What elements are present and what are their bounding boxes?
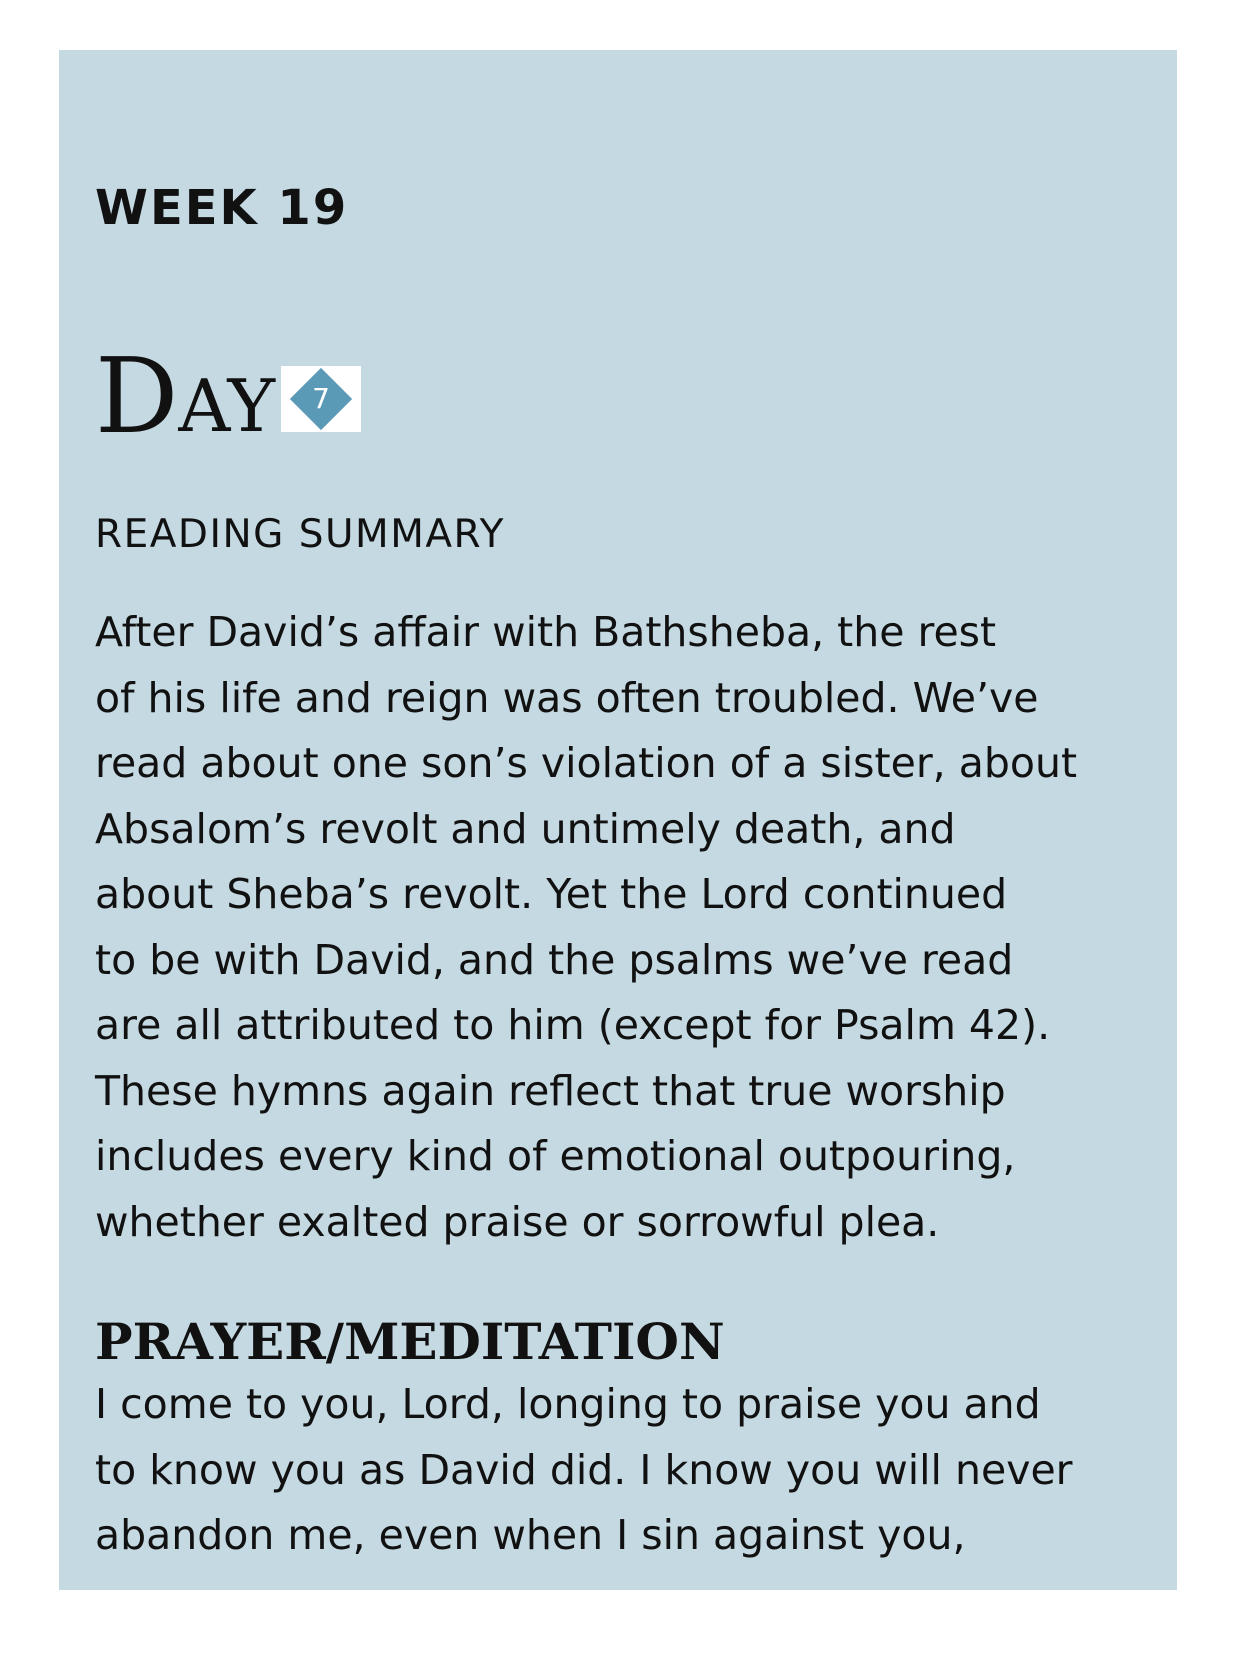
summary-line: read about one son’s violation of a sister, about (95, 739, 1078, 787)
summary-line: includes every kind of emotional outpouring, (95, 1132, 1016, 1180)
summary-line: are all attributed to him (except for Psalm 42). (95, 1001, 1051, 1049)
summary-line: These hymns again reflect that true worship (95, 1066, 1006, 1115)
summary-line: After David’s affair with Bathsheba, the rest (95, 608, 997, 656)
prayer-line: abandon me, even when I sin against you, (95, 1511, 966, 1559)
prayer-line: I come to you, Lord, longing to praise you and (95, 1380, 1041, 1428)
day-heading (95, 328, 361, 457)
summary-line: of his life and reign was often troubled. We’ve (95, 673, 1039, 722)
prayer-line: to know you as David did. I know you will never (95, 1445, 1073, 1494)
prayer-heading: PRAYER/MEDITATION (95, 1312, 725, 1371)
summary-line: to be with David, and the psalms we’ve read (95, 935, 1014, 984)
day-number: 7 (312, 382, 330, 415)
prayer-text (95, 1372, 1165, 1569)
week-label: WEEK 19 (95, 180, 349, 236)
day-heading-rest: AY (178, 364, 275, 448)
day-number-badge (281, 366, 361, 432)
summary-line: whether exalted praise or sorrowful plea. (95, 1197, 940, 1246)
reading-summary-text (95, 600, 1165, 1255)
summary-line: about Sheba’s revolt. Yet the Lord continued (95, 870, 1008, 918)
day-heading-initial: D (95, 335, 179, 457)
devotional-panel (59, 50, 1177, 1590)
reading-summary-label: READING SUMMARY (95, 512, 505, 557)
summary-line: Absalom’s revolt and untimely death, and (95, 804, 956, 853)
